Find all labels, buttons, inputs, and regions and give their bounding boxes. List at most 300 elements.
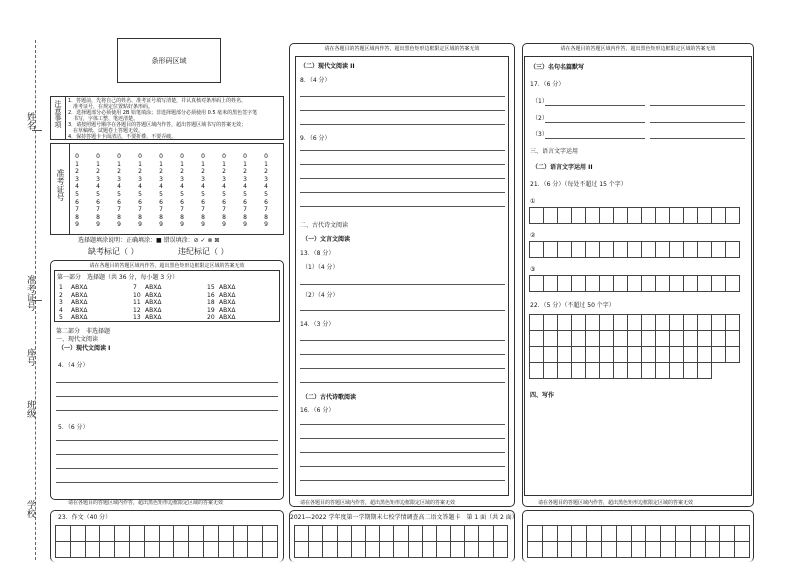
grid-cell[interactable] (494, 542, 508, 558)
grid-cell[interactable] (544, 347, 558, 363)
answer-line[interactable] (300, 480, 505, 481)
grid-cell[interactable] (558, 242, 572, 258)
grid-cell[interactable] (642, 347, 656, 363)
answer-line[interactable] (56, 396, 278, 397)
grid-cell[interactable] (656, 276, 670, 292)
grid-cell[interactable] (56, 542, 71, 558)
choice-item[interactable] (133, 292, 161, 299)
grid-cell[interactable] (234, 526, 249, 542)
ticket-digit-option[interactable]: 1 (243, 160, 247, 168)
grid-cell[interactable] (219, 542, 234, 558)
grid-cell[interactable] (586, 331, 600, 347)
answer-line[interactable] (56, 454, 278, 455)
ticket-digit-option[interactable]: 0 (96, 153, 100, 160)
grid-cell[interactable] (614, 347, 628, 363)
grid-cell[interactable] (726, 276, 740, 292)
grid-cell[interactable] (86, 526, 101, 542)
grid-cell[interactable] (558, 208, 572, 224)
blank-line[interactable] (650, 122, 745, 123)
grid-cell[interactable] (698, 363, 712, 379)
grid-cell[interactable] (558, 276, 572, 292)
ticket-digit-option[interactable]: 8 (180, 213, 184, 221)
choice-item[interactable] (207, 299, 235, 306)
ticket-digit-option[interactable]: 7 (222, 206, 226, 214)
grid-cell[interactable] (494, 526, 508, 542)
grid-cell[interactable] (586, 315, 600, 331)
grid-cell[interactable] (544, 331, 558, 347)
grid-cell[interactable] (698, 276, 712, 292)
essay-grid-mid[interactable] (294, 525, 508, 558)
grid-cell[interactable] (712, 331, 726, 347)
grid-cell[interactable] (698, 347, 712, 363)
ticket-digit-option[interactable]: 3 (96, 175, 100, 183)
grid-cell[interactable] (423, 526, 437, 542)
grid-cell[interactable] (558, 347, 572, 363)
ticket-digit-option[interactable]: 9 (222, 221, 226, 229)
ticket-digit-option[interactable]: 8 (96, 213, 100, 221)
grid-cell[interactable] (204, 526, 219, 542)
answer-line[interactable] (300, 310, 505, 311)
ticket-digit-option[interactable]: 3 (117, 175, 121, 183)
grid-cell[interactable] (642, 331, 656, 347)
grid-cell[interactable] (338, 526, 352, 542)
blank-line[interactable] (545, 138, 645, 139)
ticket-digit-column[interactable] (260, 153, 272, 229)
ticket-digit-option[interactable]: 5 (180, 190, 184, 198)
grid-cell[interactable] (572, 526, 587, 542)
grid-cell[interactable] (71, 542, 86, 558)
grid-cell[interactable] (586, 363, 600, 379)
ticket-digit-option[interactable]: 4 (75, 183, 79, 191)
grid-cell[interactable] (263, 542, 278, 558)
grid-cell[interactable] (71, 526, 86, 542)
grid-cell[interactable] (530, 242, 544, 258)
grid-cell[interactable] (572, 363, 586, 379)
choice-options[interactable]: ABXΔ (71, 306, 88, 314)
ticket-digit-option[interactable]: 9 (159, 221, 163, 229)
grid-cell[interactable] (691, 542, 706, 558)
blank-line[interactable] (650, 138, 745, 139)
grid-cell[interactable] (338, 542, 352, 558)
choice-item[interactable] (133, 307, 161, 314)
ticket-digit-option[interactable]: 0 (138, 153, 142, 160)
grid-cell[interactable] (451, 526, 465, 542)
grid-cell[interactable] (437, 542, 451, 558)
ticket-digit-option[interactable]: 4 (117, 183, 121, 191)
grid-cell[interactable] (544, 363, 558, 379)
ticket-digit-option[interactable]: 9 (117, 221, 121, 229)
ticket-digit-option[interactable]: 4 (222, 183, 226, 191)
ticket-digit-option[interactable]: 9 (243, 221, 247, 229)
grid-cell[interactable] (323, 542, 337, 558)
grid-cell[interactable] (586, 208, 600, 224)
grid-cell[interactable] (726, 242, 740, 258)
grid-cell[interactable] (409, 526, 423, 542)
answer-line[interactable] (300, 192, 505, 193)
grid-cell[interactable] (642, 315, 656, 331)
ticket-digit-option[interactable]: 6 (243, 198, 247, 206)
grid-cell[interactable] (394, 542, 408, 558)
ticket-digit-option[interactable]: 9 (96, 221, 100, 229)
grid-cell[interactable] (676, 542, 691, 558)
grid-cell[interactable] (145, 542, 160, 558)
grid-cell[interactable] (544, 208, 558, 224)
grid-cell[interactable] (661, 542, 676, 558)
choice-item[interactable] (59, 314, 87, 321)
grid-cell[interactable] (628, 363, 642, 379)
choice-options[interactable]: ABXΔ (71, 314, 88, 321)
grid-cell[interactable] (56, 526, 71, 542)
choice-item[interactable] (133, 284, 161, 291)
grid-cell[interactable] (558, 542, 573, 558)
grid-cell[interactable] (295, 526, 309, 542)
grid-cell[interactable] (160, 526, 175, 542)
grid-cell[interactable] (642, 208, 656, 224)
grid-cell[interactable] (530, 347, 544, 363)
answer-line[interactable] (300, 368, 505, 369)
grid-cell[interactable] (572, 315, 586, 331)
grid-cell[interactable] (642, 242, 656, 258)
grid-cell[interactable] (632, 526, 647, 542)
grid-cell[interactable] (544, 276, 558, 292)
grid-cell[interactable] (656, 363, 670, 379)
grid-cell[interactable] (600, 347, 614, 363)
blank-line[interactable] (545, 105, 645, 106)
answer-line[interactable] (56, 468, 278, 469)
ticket-digit-option[interactable]: 5 (117, 190, 121, 198)
grid-cell[interactable] (543, 542, 558, 558)
ticket-digit-option[interactable]: 8 (117, 213, 121, 221)
q22-grid-end[interactable] (529, 362, 712, 379)
ticket-digit-column[interactable] (197, 153, 209, 229)
grid-cell[interactable] (614, 276, 628, 292)
grid-cell[interactable] (706, 526, 721, 542)
grid-cell[interactable] (366, 542, 380, 558)
grid-cell[interactable] (600, 208, 614, 224)
violation-mark[interactable]: 违纪标记（ ） (178, 247, 229, 256)
choice-options[interactable]: ABXΔ (71, 284, 88, 291)
grid-cell[interactable] (600, 315, 614, 331)
grid-cell[interactable] (558, 526, 573, 542)
grid-cell[interactable] (720, 526, 735, 542)
ticket-digit-column[interactable] (176, 153, 188, 229)
grid-cell[interactable] (614, 331, 628, 347)
choice-options[interactable]: ABXΔ (71, 299, 88, 306)
grid-cell[interactable] (174, 526, 189, 542)
answer-line[interactable] (300, 110, 505, 111)
ticket-digit-option[interactable]: 9 (180, 221, 184, 229)
ticket-digit-option[interactable]: 2 (96, 168, 100, 176)
grid-cell[interactable] (528, 542, 543, 558)
ticket-digit-option[interactable]: 4 (180, 183, 184, 191)
ticket-digit-option[interactable]: 2 (264, 168, 268, 176)
grid-cell[interactable] (437, 526, 451, 542)
grid-cell[interactable] (632, 542, 647, 558)
answer-line[interactable] (300, 340, 505, 341)
grid-cell[interactable] (720, 542, 735, 558)
grid-cell[interactable] (600, 242, 614, 258)
ticket-digit-column[interactable] (71, 153, 83, 229)
ticket-digit-option[interactable]: 5 (222, 190, 226, 198)
grid-cell[interactable] (735, 542, 750, 558)
ticket-digit-option[interactable]: 6 (180, 198, 184, 206)
grid-cell[interactable] (726, 347, 740, 363)
grid-cell[interactable] (628, 331, 642, 347)
ticket-digit-option[interactable]: 2 (222, 168, 226, 176)
grid-cell[interactable] (628, 347, 642, 363)
grid-cell[interactable] (465, 526, 479, 542)
answer-line[interactable] (300, 424, 505, 425)
grid-cell[interactable] (558, 315, 572, 331)
ticket-digit-column[interactable] (92, 153, 104, 229)
grid-cell[interactable] (676, 526, 691, 542)
ticket-digit-option[interactable]: 9 (75, 221, 79, 229)
grid-cell[interactable] (544, 242, 558, 258)
grid-cell[interactable] (380, 542, 394, 558)
grid-cell[interactable] (309, 542, 323, 558)
ticket-digit-option[interactable]: 1 (75, 160, 79, 168)
grid-cell[interactable] (572, 276, 586, 292)
ticket-digit-option[interactable]: 0 (243, 153, 247, 160)
grid-cell[interactable] (323, 526, 337, 542)
grid-cell[interactable] (670, 208, 684, 224)
choice-options[interactable]: ABXΔ (219, 284, 236, 291)
ticket-digit-column[interactable] (134, 153, 146, 229)
ticket-digit-option[interactable]: 1 (264, 160, 268, 168)
ticket-digit-option[interactable]: 8 (138, 213, 142, 221)
grid-cell[interactable] (309, 526, 323, 542)
ticket-digit-option[interactable]: 1 (180, 160, 184, 168)
grid-cell[interactable] (530, 363, 544, 379)
grid-cell[interactable] (352, 526, 366, 542)
grid-cell[interactable] (479, 526, 493, 542)
grid-cell[interactable] (726, 208, 740, 224)
answer-line[interactable] (300, 452, 505, 453)
ticket-digit-option[interactable]: 4 (138, 183, 142, 191)
choice-options[interactable]: ABXΔ (71, 291, 88, 299)
choice-item[interactable] (207, 292, 235, 299)
grid-cell[interactable] (656, 331, 670, 347)
ticket-digit-option[interactable]: 5 (138, 190, 142, 198)
choice-item[interactable] (59, 292, 87, 299)
grid-cell[interactable] (558, 363, 572, 379)
grid-cell[interactable] (572, 208, 586, 224)
grid-cell[interactable] (628, 276, 642, 292)
grid-cell[interactable] (600, 276, 614, 292)
grid-cell[interactable] (712, 208, 726, 224)
grid-cell[interactable] (115, 542, 130, 558)
grid-cell[interactable] (189, 542, 204, 558)
choice-options[interactable]: ABXΔ (145, 284, 162, 291)
ticket-digit-option[interactable]: 7 (159, 206, 163, 214)
ticket-digit-option[interactable]: 7 (243, 206, 247, 214)
grid-cell[interactable] (656, 347, 670, 363)
ticket-digit-option[interactable]: 0 (75, 153, 79, 160)
ticket-digit-option[interactable]: 6 (222, 198, 226, 206)
grid-cell[interactable] (394, 526, 408, 542)
grid-cell[interactable] (684, 208, 698, 224)
grid-cell[interactable] (712, 347, 726, 363)
q21-grid-1[interactable] (529, 207, 740, 224)
ticket-digit-option[interactable]: 6 (264, 198, 268, 206)
ticket-digit-option[interactable]: 0 (201, 153, 205, 160)
grid-cell[interactable] (248, 542, 263, 558)
grid-cell[interactable] (600, 331, 614, 347)
grid-cell[interactable] (530, 276, 544, 292)
grid-cell[interactable] (642, 363, 656, 379)
grid-cell[interactable] (698, 208, 712, 224)
answer-line[interactable] (300, 354, 505, 355)
grid-cell[interactable] (160, 542, 175, 558)
answer-line[interactable] (300, 150, 505, 151)
grid-cell[interactable] (698, 315, 712, 331)
ticket-digit-option[interactable]: 8 (159, 213, 163, 221)
ticket-digit-option[interactable]: 6 (201, 198, 205, 206)
essay-grid-left[interactable] (55, 525, 278, 558)
grid-cell[interactable] (670, 363, 684, 379)
grid-cell[interactable] (684, 363, 698, 379)
grid-cell[interactable] (587, 526, 602, 542)
grid-cell[interactable] (614, 208, 628, 224)
grid-cell[interactable] (423, 542, 437, 558)
grid-cell[interactable] (614, 363, 628, 379)
grid-cell[interactable] (602, 526, 617, 542)
grid-cell[interactable] (174, 542, 189, 558)
choice-item[interactable] (59, 299, 87, 306)
ticket-digit-option[interactable]: 2 (243, 168, 247, 176)
grid-cell[interactable] (380, 526, 394, 542)
ticket-digit-option[interactable]: 7 (96, 206, 100, 214)
choice-options[interactable]: ABXΔ (219, 306, 236, 314)
grid-cell[interactable] (115, 526, 130, 542)
grid-cell[interactable] (617, 542, 632, 558)
grid-cell[interactable] (712, 242, 726, 258)
answer-line[interactable] (300, 164, 505, 165)
ticket-digit-option[interactable]: 5 (96, 190, 100, 198)
grid-cell[interactable] (628, 208, 642, 224)
grid-cell[interactable] (684, 242, 698, 258)
ticket-digit-option[interactable]: 3 (159, 175, 163, 183)
grid-cell[interactable] (586, 242, 600, 258)
ticket-digit-option[interactable]: 2 (180, 168, 184, 176)
ticket-digit-option[interactable]: 3 (243, 175, 247, 183)
ticket-digit-option[interactable]: 3 (201, 175, 205, 183)
ticket-digit-option[interactable]: 7 (264, 206, 268, 214)
grid-cell[interactable] (628, 242, 642, 258)
ticket-digit-option[interactable]: 9 (264, 221, 268, 229)
answer-line[interactable] (56, 382, 278, 383)
grid-cell[interactable] (698, 242, 712, 258)
ticket-digit-option[interactable]: 0 (180, 153, 184, 160)
ticket-digit-option[interactable]: 2 (117, 168, 121, 176)
grid-cell[interactable] (572, 347, 586, 363)
choice-options[interactable]: ABXΔ (145, 314, 162, 321)
grid-cell[interactable] (572, 542, 587, 558)
ticket-digit-option[interactable]: 5 (243, 190, 247, 198)
grid-cell[interactable] (706, 542, 721, 558)
grid-cell[interactable] (600, 363, 614, 379)
answer-line[interactable] (300, 96, 505, 97)
choice-options[interactable]: ABXΔ (219, 291, 236, 299)
ticket-digit-option[interactable]: 0 (264, 153, 268, 160)
grid-cell[interactable] (670, 242, 684, 258)
ticket-digit-option[interactable]: 0 (117, 153, 121, 160)
grid-cell[interactable] (130, 526, 145, 542)
ticket-digit-option[interactable]: 8 (201, 213, 205, 221)
ticket-digit-option[interactable]: 6 (138, 198, 142, 206)
ticket-digit-option[interactable]: 3 (138, 175, 142, 183)
grid-cell[interactable] (248, 526, 263, 542)
answer-line[interactable] (300, 124, 505, 125)
ticket-digit-option[interactable]: 7 (117, 206, 121, 214)
ticket-digit-option[interactable]: 1 (96, 160, 100, 168)
grid-cell[interactable] (366, 526, 380, 542)
ticket-digit-option[interactable]: 4 (264, 183, 268, 191)
grid-cell[interactable] (465, 542, 479, 558)
grid-cell[interactable] (617, 526, 632, 542)
choice-options[interactable]: ABXΔ (219, 314, 236, 321)
ticket-digit-option[interactable]: 0 (222, 153, 226, 160)
grid-cell[interactable] (726, 331, 740, 347)
choice-item[interactable] (207, 314, 235, 321)
grid-cell[interactable] (586, 276, 600, 292)
q21-grid-2[interactable] (529, 241, 740, 258)
grid-cell[interactable] (530, 208, 544, 224)
answer-line[interactable] (300, 284, 505, 285)
grid-cell[interactable] (691, 526, 706, 542)
ticket-digit-option[interactable]: 6 (117, 198, 121, 206)
choice-options[interactable]: ABXΔ (219, 299, 236, 306)
ticket-digit-option[interactable]: 3 (222, 175, 226, 183)
ticket-digit-option[interactable]: 6 (96, 198, 100, 206)
ticket-digit-option[interactable]: 6 (159, 198, 163, 206)
blank-line[interactable] (650, 105, 745, 106)
grid-cell[interactable] (614, 315, 628, 331)
choice-item[interactable] (207, 284, 235, 291)
answer-line[interactable] (56, 440, 278, 441)
grid-cell[interactable] (86, 542, 101, 558)
choice-options[interactable]: ABXΔ (145, 299, 162, 306)
ticket-digit-option[interactable]: 6 (75, 198, 79, 206)
ticket-digit-option[interactable]: 4 (201, 183, 205, 191)
ticket-digit-option[interactable]: 1 (117, 160, 121, 168)
answer-line[interactable] (300, 382, 505, 383)
ticket-digit-option[interactable]: 7 (180, 206, 184, 214)
grid-cell[interactable] (479, 542, 493, 558)
ticket-digit-column[interactable] (218, 153, 230, 229)
grid-cell[interactable] (698, 331, 712, 347)
grid-cell[interactable] (145, 526, 160, 542)
grid-cell[interactable] (656, 315, 670, 331)
grid-cell[interactable] (295, 542, 309, 558)
grid-cell[interactable] (670, 331, 684, 347)
choice-item[interactable] (207, 307, 235, 314)
ticket-digit-option[interactable]: 0 (159, 153, 163, 160)
grid-cell[interactable] (100, 526, 115, 542)
ticket-digit-option[interactable]: 1 (138, 160, 142, 168)
grid-cell[interactable] (219, 526, 234, 542)
grid-cell[interactable] (586, 347, 600, 363)
ticket-digit-option[interactable]: 2 (201, 168, 205, 176)
answer-line[interactable] (300, 206, 505, 207)
ticket-digit-option[interactable]: 7 (138, 206, 142, 214)
ticket-digit-option[interactable]: 4 (243, 183, 247, 191)
ticket-digit-option[interactable]: 8 (243, 213, 247, 221)
grid-cell[interactable] (234, 542, 249, 558)
grid-cell[interactable] (670, 276, 684, 292)
grid-cell[interactable] (661, 526, 676, 542)
grid-cell[interactable] (684, 347, 698, 363)
